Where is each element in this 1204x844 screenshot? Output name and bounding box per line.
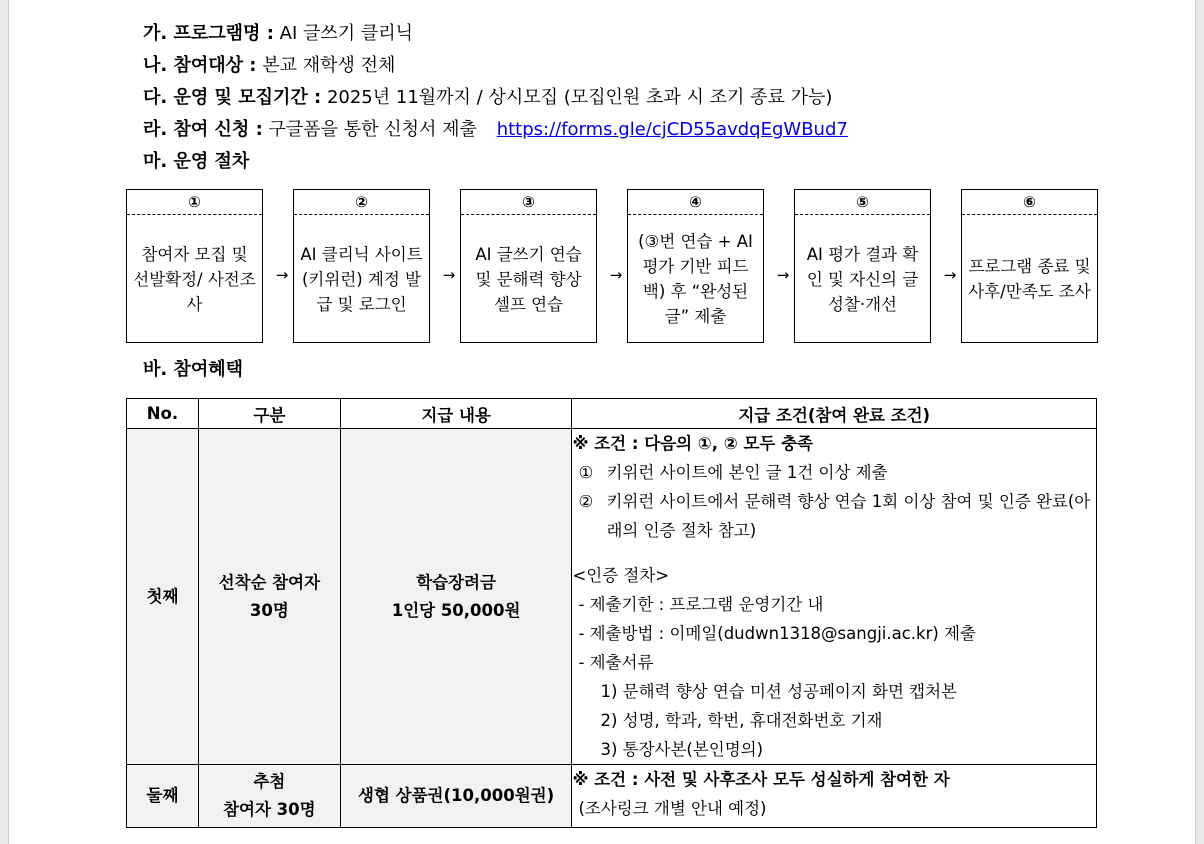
table-row (127, 765, 1097, 828)
row-condition (572, 765, 1097, 828)
condition-text: 키위런 사이트에 본인 글 1건 이상 제출 (606, 463, 888, 482)
header-no: No. (127, 399, 199, 429)
arrow-icon: → (943, 266, 957, 284)
step-number: ① (127, 190, 262, 215)
condition-mark: ② (578, 492, 594, 511)
row-no: 첫째 (127, 429, 199, 765)
window-left-border (0, 0, 9, 844)
row-category (198, 429, 340, 765)
header-condition: 지급 조건(참여 완료 조건) (572, 399, 1097, 429)
cert-method: - 제출방법 : 이메일(dudwn1318@sangji.ac.kr) 제출 (578, 624, 976, 643)
condition-item (572, 487, 1096, 545)
row-category (198, 765, 340, 828)
doc-item: 2) 성명, 학과, 학번, 휴대전화번호 기재 (600, 711, 883, 730)
procedure-heading: 마. 운영 절차 (143, 151, 250, 172)
program-name-value: AI 글쓰기 클리닉 (279, 23, 414, 44)
doc-item: 3) 통장사본(본인명의) (600, 740, 764, 759)
table-header-row (127, 399, 1097, 429)
step-number: ④ (628, 190, 763, 215)
apply-label: 라. 참여 신청 : (143, 119, 263, 140)
category-line: 참여자 30명 (223, 800, 316, 819)
cert-deadline: - 제출기한 : 프로그램 운영기간 내 (578, 595, 824, 614)
apply-value: 구글폼을 통한 신청서 제출 (268, 119, 477, 140)
step-text: AI 클리닉 사이트(키위런) 계정 발급 및 로그인 (300, 244, 423, 314)
target-line (143, 54, 395, 78)
target-label: 나. 참여대상 : (143, 55, 257, 76)
condition-note: (조사링크 개별 안내 예정) (578, 799, 767, 818)
step-box-2 (293, 189, 430, 343)
step-number: ③ (461, 190, 596, 215)
step-text: (③번 연습 + AI 평가 기반 피드백) 후 “완성된 글” 제출 (638, 232, 753, 326)
benefit-table (126, 398, 1097, 828)
condition-text: 키위런 사이트에서 문해력 향상 연습 1회 이상 참여 및 인증 완료(아래의 인증 절차 참고) (606, 492, 1091, 540)
cert-docs: - 제출서류 (578, 653, 654, 672)
step-box-5 (794, 189, 931, 343)
period-value: 2025년 11월까지 / 상시모집 (모집인원 초과 시 조기 종료 가능) (326, 87, 833, 108)
condition-title: ※ 조건 : 다음의 ①, ② 모두 충족 (572, 434, 813, 453)
step-box-6 (961, 189, 1098, 343)
step-box-3 (460, 189, 597, 343)
header-category: 구분 (198, 399, 340, 429)
table-row (127, 429, 1097, 765)
step-text: AI 평가 결과 확인 및 자신의 글 성찰·개선 (806, 244, 919, 314)
procedure-heading-line (143, 150, 249, 174)
step-number: ⑥ (962, 190, 1097, 215)
arrow-icon: → (609, 266, 623, 284)
step-text: 참여자 모집 및 선발확정/ 사전조사 (133, 244, 256, 314)
doc-item: 1) 문해력 향상 연습 미션 성공페이지 화면 캡처본 (600, 682, 957, 701)
program-name-label: 가. 프로그램명 : (143, 23, 274, 44)
condition-mark: ① (578, 463, 594, 482)
arrow-icon: → (442, 266, 456, 284)
step-box-4 (627, 189, 764, 343)
benefit-heading-line (143, 358, 243, 382)
condition-item (572, 458, 1096, 487)
window-right-border (1195, 0, 1204, 844)
step-number: ⑤ (795, 190, 930, 215)
content-line: 학습장려금 (416, 572, 496, 592)
cert-title: <인증 절차> (572, 566, 670, 585)
header-content: 지급 내용 (340, 399, 572, 429)
target-value: 본교 재학생 전체 (262, 55, 396, 76)
category-line: 30명 (249, 600, 289, 620)
arrow-icon: → (776, 266, 790, 284)
step-number: ② (294, 190, 429, 215)
step-text: 프로그램 종료 및 사후/만족도 조사 (968, 257, 1091, 301)
row-content (340, 429, 572, 765)
period-label: 다. 운영 및 모집기간 : (143, 87, 322, 108)
category-line: 선착순 참여자 (218, 572, 321, 592)
step-box-1 (126, 189, 263, 343)
row-no: 둘째 (127, 765, 199, 828)
program-name-line (143, 22, 413, 46)
benefit-heading: 바. 참여혜택 (143, 359, 244, 380)
arrow-icon: → (275, 266, 289, 284)
apply-line (143, 118, 848, 142)
apply-form-link[interactable]: https://forms.gle/cjCD55avdqEgWBud7 (496, 119, 848, 140)
row-condition (572, 429, 1097, 765)
period-line (143, 86, 832, 110)
category-line: 추첨 (253, 772, 286, 791)
content-line: 1인당 50,000원 (391, 600, 521, 620)
step-text: AI 글쓰기 연습 및 문해력 향상 셀프 연습 (475, 244, 582, 314)
condition-title: ※ 조건 : 사전 및 사후조사 모두 성실하게 참여한 자 (572, 770, 950, 789)
row-content: 생협 상품권(10,000원권) (340, 765, 572, 828)
